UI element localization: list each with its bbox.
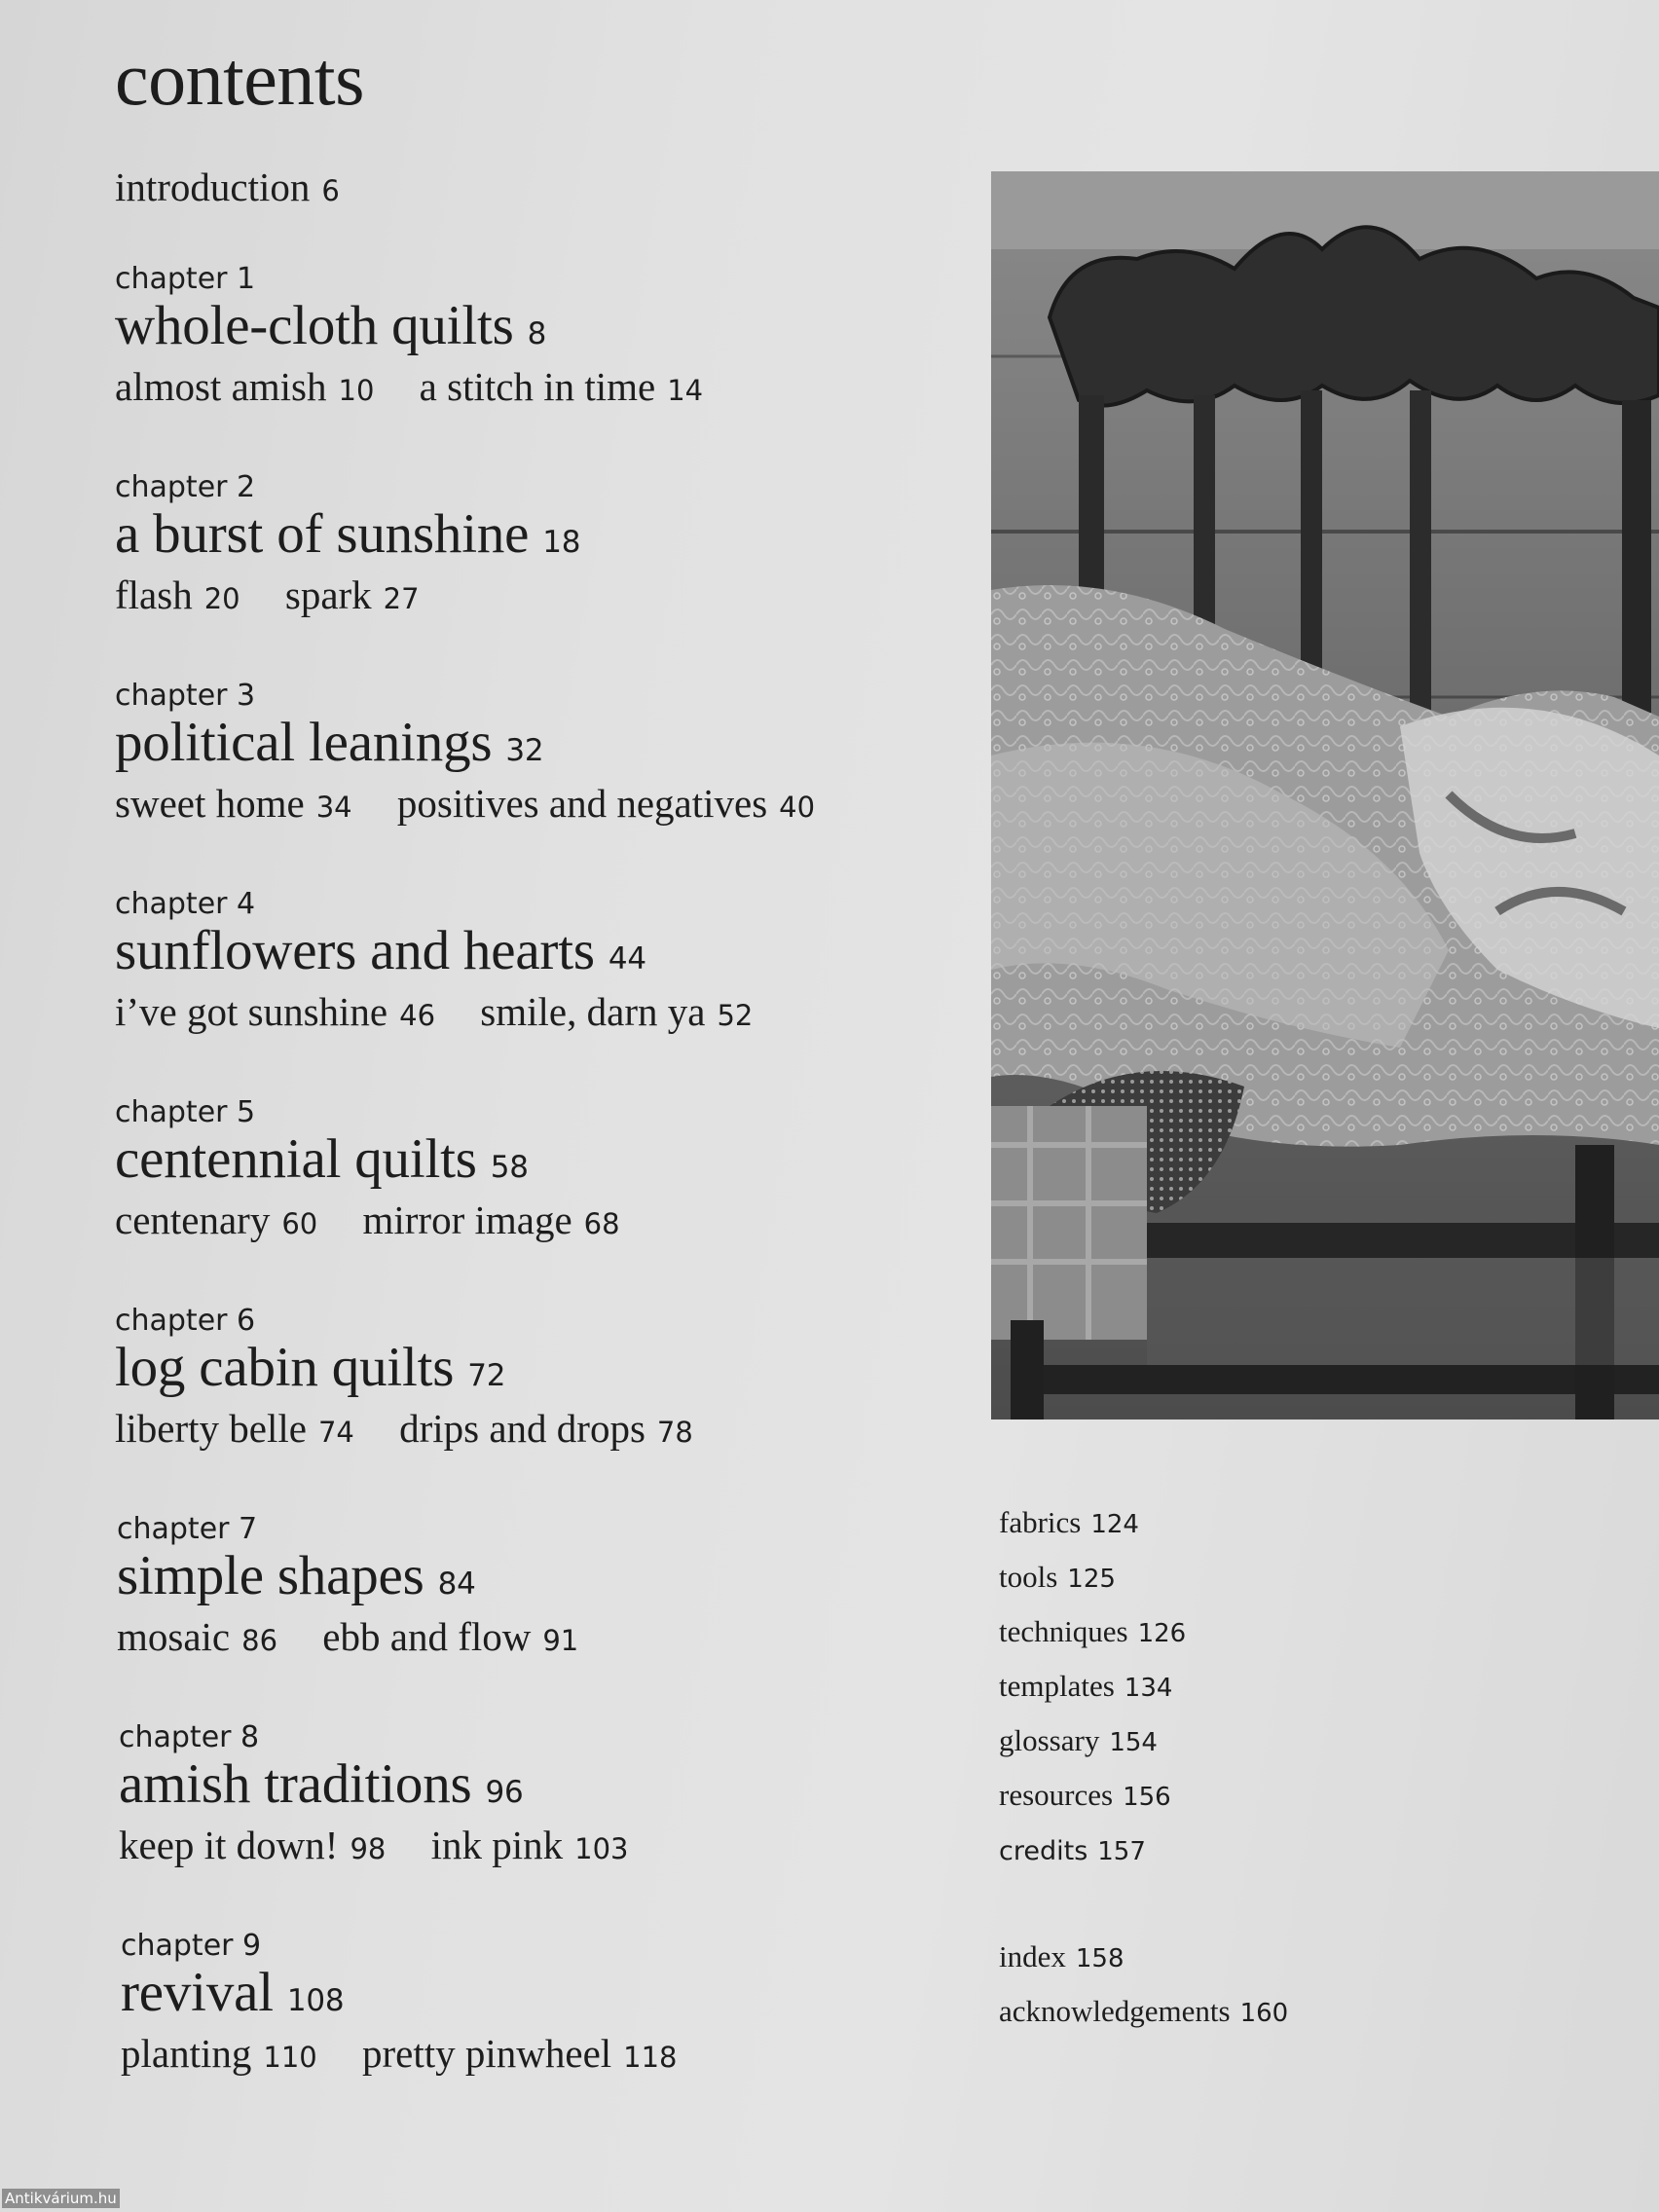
project-entry[interactable]: drips and drops 78 (399, 1406, 693, 1451)
watermark: Antikvárium.hu (2, 2189, 120, 2208)
toc-chapter-6[interactable] (115, 1304, 972, 1451)
project-entry[interactable]: mosaic 86 (117, 1614, 278, 1659)
chapter-label: chapter 6 (115, 1304, 256, 1338)
back-matter-entry[interactable]: techniques 126 (999, 1614, 1187, 1648)
end-matter-entry[interactable]: index 158 (999, 1939, 1124, 1973)
chapter-projects (115, 364, 972, 409)
chapter-projects (117, 1614, 974, 1659)
chapter-projects (115, 1200, 972, 1240)
toc-introduction-page: 6 (321, 174, 340, 207)
chapter-page: 58 (490, 1150, 529, 1185)
project-entry[interactable]: flash 20 (115, 572, 240, 617)
chapter-projects (115, 1406, 972, 1451)
project-entry[interactable]: ink pink 103 (430, 1823, 629, 1867)
end-matter-entry[interactable]: acknowledgements 160 (999, 1994, 1289, 2028)
chapter-title: revival 108 (121, 1962, 345, 2023)
project-entry[interactable]: centenary 60 (115, 1198, 318, 1242)
project-entry[interactable]: spark 27 (284, 572, 420, 617)
back-matter-entry[interactable]: glossary 154 (999, 1723, 1158, 1757)
chapter-page: 84 (437, 1567, 476, 1602)
project-entry[interactable]: keep it down! 98 (119, 1823, 387, 1867)
chapter-title: log cabin quilts 72 (115, 1337, 506, 1398)
chapter-page: 18 (542, 525, 581, 560)
chapter-projects (115, 989, 972, 1034)
chapter-title: whole-cloth quilts 8 (115, 295, 547, 356)
toc-chapter-8[interactable] (119, 1720, 976, 1867)
project-entry[interactable]: planting 110 (121, 2031, 317, 2076)
project-entry[interactable]: positives and negatives 40 (396, 781, 816, 826)
toc-chapter-3[interactable] (115, 679, 972, 826)
back-matter-entry[interactable]: templates 134 (999, 1669, 1173, 1703)
toc-chapter-2[interactable] (115, 470, 972, 617)
toc-introduction-label: introduction (115, 165, 311, 209)
chapter-projects (115, 572, 972, 617)
chapter-projects (121, 2031, 977, 2076)
chapter-label: chapter 7 (117, 1512, 258, 1546)
chapter-page: 32 (505, 733, 544, 768)
chapter-page: 108 (286, 1983, 345, 2018)
chapter-label: chapter 2 (115, 470, 256, 504)
toc-chapter-5[interactable] (115, 1095, 972, 1242)
toc-chapter-1[interactable] (115, 262, 972, 409)
chapter-label: chapter 3 (115, 679, 256, 713)
chapter-projects (115, 781, 972, 826)
project-entry[interactable]: mirror image 68 (362, 1198, 620, 1242)
list-spacer (999, 1889, 1544, 1941)
back-matter-entry[interactable]: credits 157 (999, 1836, 1146, 1866)
page-title: contents (115, 36, 364, 121)
project-entry[interactable]: liberty belle 74 (115, 1406, 354, 1451)
chapter-title: centennial quilts 58 (115, 1128, 529, 1190)
toc-chapter-7[interactable] (117, 1512, 974, 1659)
toc-introduction[interactable] (115, 167, 340, 207)
chapter-label: chapter 4 (115, 887, 256, 921)
toc-back-matter (999, 1507, 1544, 2050)
chapter-page: 44 (608, 941, 646, 977)
chapter-label: chapter 1 (115, 262, 256, 296)
project-entry[interactable]: a stitch in time 14 (419, 364, 704, 409)
chapter-page: 8 (527, 316, 547, 351)
chapter-label: chapter 8 (119, 1720, 260, 1754)
project-entry[interactable]: almost amish 10 (115, 364, 375, 409)
back-matter-entry[interactable]: tools 125 (999, 1560, 1116, 1594)
chair-quilt-photo (991, 171, 1659, 1419)
toc-chapter-4[interactable] (115, 887, 972, 1034)
project-entry[interactable]: pretty pinwheel 118 (361, 2031, 678, 2076)
chapter-projects (119, 1825, 976, 1865)
chapter-title: simple shapes 84 (117, 1545, 476, 1606)
chapter-page: 72 (467, 1358, 506, 1393)
chapter-label: chapter 9 (121, 1929, 262, 1963)
back-matter-entry[interactable]: resources 156 (999, 1778, 1171, 1812)
chapter-page: 96 (485, 1775, 524, 1810)
project-entry[interactable]: smile, darn ya 52 (480, 989, 754, 1034)
toc-chapter-9[interactable] (121, 1929, 977, 2076)
project-entry[interactable]: sweet home 34 (115, 781, 352, 826)
back-matter-entry[interactable]: fabrics 124 (999, 1505, 1139, 1539)
chapter-title: political leanings 32 (115, 712, 544, 773)
chapter-title: sunflowers and hearts 44 (115, 920, 646, 981)
chair-with-quilts-photo-icon (991, 171, 1659, 1419)
project-entry[interactable]: i’ve got sunshine 46 (115, 989, 436, 1034)
project-entry[interactable]: ebb and flow 91 (322, 1614, 579, 1659)
chapter-label: chapter 5 (115, 1095, 256, 1129)
chapter-title: a burst of sunshine 18 (115, 503, 581, 565)
chapter-title: amish traditions 96 (119, 1753, 524, 1815)
